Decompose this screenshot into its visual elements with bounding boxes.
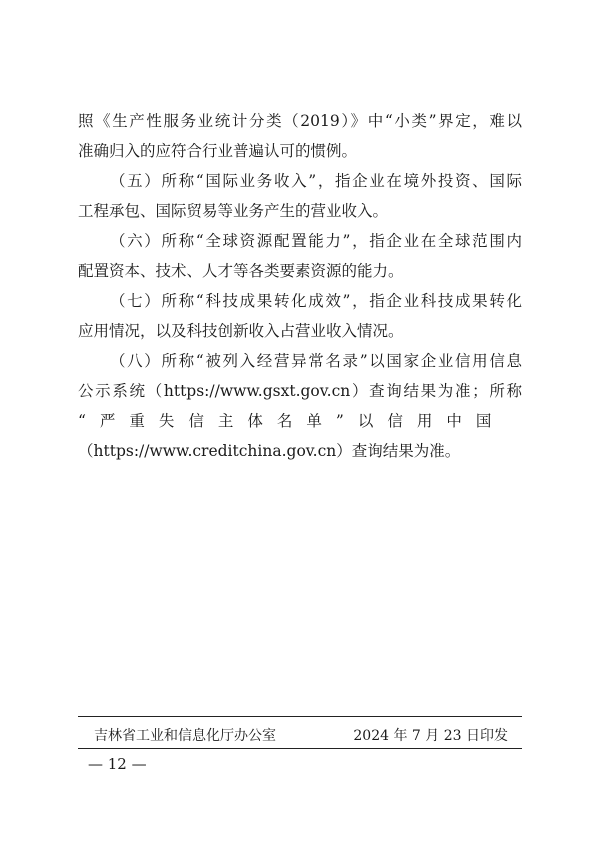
body-line: （八）所称“被列入经营异常名录”以国家企业信用信息 [110, 352, 522, 370]
footer-date: 2024 年 7 月 23 日印发 [353, 728, 508, 744]
body-line: （五）所称“国际业务收入”，指企业在境外投资、国际 [110, 172, 522, 190]
body-line: “严重失信主体名单”以信用中国 [78, 412, 506, 430]
body-line: 准确归入的应符合行业普遍认可的惯例。 [78, 142, 358, 160]
body-line: （六）所称“全球资源配置能力”，指企业在全球范围内 [110, 232, 522, 250]
body-line: 配置资本、技术、人才等各类要素资源的能力。 [78, 262, 404, 280]
body-line: 公示系统（https://www.gsxt.gov.cn）查询结果为准；所称 [78, 382, 522, 400]
footer-issuer: 吉林省工业和信息化厅办公室 [94, 728, 276, 744]
footer-bottom-rule [78, 748, 522, 749]
body-line: 工程承包、国际贸易等业务产生的营业收入。 [78, 202, 389, 220]
body-line: 应用情况，以及科技创新收入占营业收入情况。 [78, 322, 404, 340]
body-line: （七）所称“科技成果转化成效”，指企业科技成果转化 [110, 292, 522, 310]
body-line: 照《生产性服务业统计分类（2019）》中“小类”界定，难以 [78, 112, 522, 130]
footer-top-rule [78, 716, 522, 717]
body-line: （https://www.creditchina.gov.cn）查询结果为准。 [78, 442, 461, 460]
page-number: — 12 — [88, 755, 147, 773]
